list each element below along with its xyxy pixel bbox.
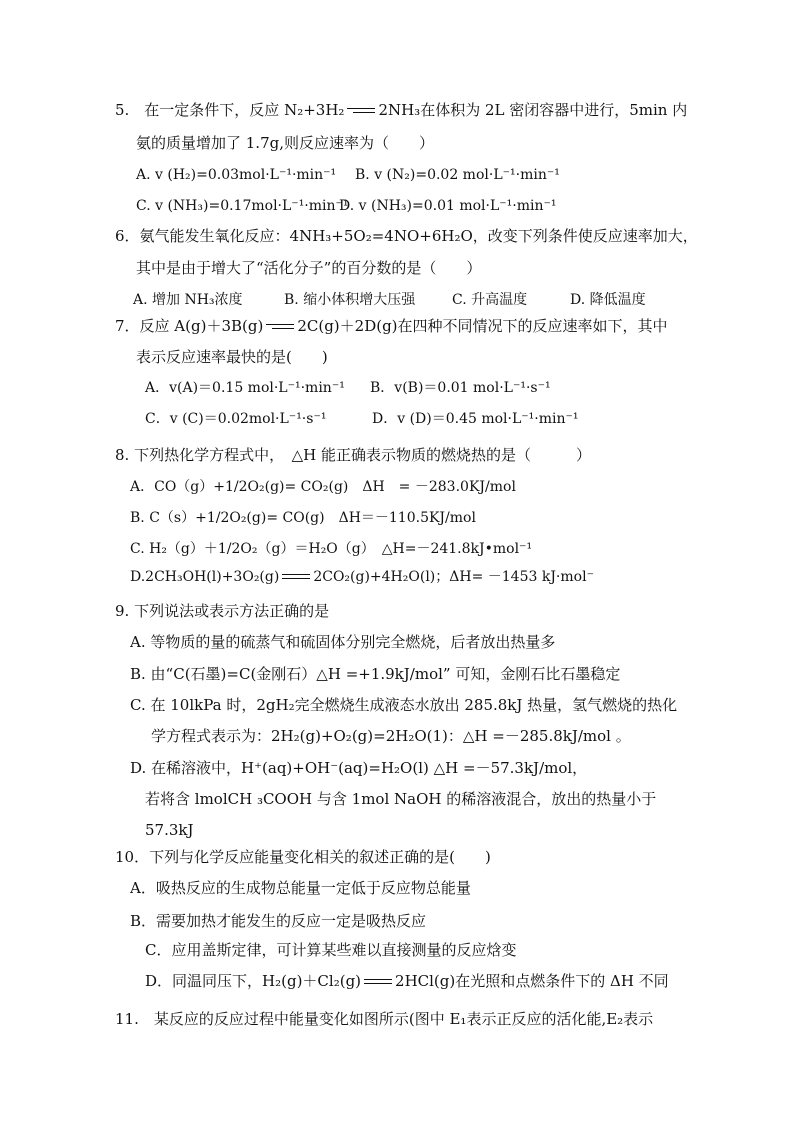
q8-option-b: B. C（s）+1/2O₂(g)= CO(g) ΔH＝－110.5KJ/mol — [130, 510, 476, 526]
q7-option-b: B．v(B)＝0.01 mol·L⁻¹·s⁻¹ — [370, 380, 551, 396]
q5-stem-line1-part2: 2NH₃在体积为 2L 密闭容器中进行，5min 内 — [378, 101, 688, 119]
q6-option-d: D. 降低温度 — [570, 292, 646, 308]
q5-option-b: B. v (N₂)=0.02 mol·L⁻¹·min⁻¹ — [355, 167, 560, 183]
q7-option-a: A．v(A)＝0.15 mol·L⁻¹·min⁻¹ — [145, 380, 345, 396]
q10-option-c: C．应用盖斯定律，可计算某些难以直接测量的反应焓变 — [145, 941, 517, 959]
q10-option-d-part1: D．同温同压下，H₂(g)＋Cl₂(g) — [145, 972, 362, 990]
q10-option-b: B．需要加热才能发生的反应一定是吸热反应 — [130, 912, 427, 930]
q5-option-a: A. v (H₂)=0.03mol·L⁻¹·min⁻¹ — [136, 167, 337, 183]
q9-option-d-line3: 57.3kJ — [145, 821, 194, 839]
q8-option-c: C. H₂（g）＋1/2O₂（g）＝H₂O（g） △H=－241.8kJ•mol⁻¹ — [130, 541, 533, 557]
q6-option-c: C. 升高温度 — [452, 292, 528, 308]
q8-stem: 8. 下列热化学方程式中， △H 能正确表示物质的燃烧热的是（ ） — [115, 446, 591, 464]
q5-stem-line1-part1: 5. 在一定条件下，反应 N₂+3H₂ — [115, 101, 345, 119]
q5-option-c: C. v (NH₃)=0.17mol·L⁻¹·min⁻¹ — [136, 198, 349, 214]
q11-stem: 11. 某反应的反应过程中能量变化如图所示(图中 E₁表示正反应的活化能,E₂表示 — [115, 1010, 654, 1028]
reversible-arrow-icon — [347, 106, 375, 116]
q6-stem-line1: 6．氨气能发生氧化反应：4NH₃+5O₂=4NO+6H₂O，改变下列条件使反应速率加大， — [115, 227, 698, 245]
q9-option-d-line2: 若将含 lmolCH ₃COOH 与含 1mol NaOH 的稀溶液混合，放出的热量小于 — [145, 790, 657, 808]
q8-option-d-part2: 2CO₂(g)+4H₂O(l)；ΔH= －1453 kJ·mol⁻ — [313, 569, 594, 585]
q10-stem: 10．下列与化学反应能量变化相关的叙述正确的是( ) — [115, 848, 491, 866]
q7-stem-line2: 表示反应速率最快的是( ) — [136, 348, 328, 366]
q9-option-b: B. 由“C(石墨)=C(金刚石）△H =+1.9kJ/mol” 可知，金刚石比石墨稳定 — [130, 665, 621, 683]
q6-option-b: B. 缩小体积增大压强 — [284, 292, 416, 308]
q7-option-d: D．v (D)＝0.45 mol·L⁻¹·min⁻¹ — [372, 411, 579, 427]
q9-stem: 9. 下列说法或表示方法正确的是 — [115, 602, 330, 620]
q9-option-c-line2: 学方程式表示为：2H₂(g)+O₂(g)=2H₂O(1)：△H =－285.8kJ/mol 。 — [151, 727, 631, 745]
q8-option-a: A．CO（g）+1/2O₂(g)= CO₂(g) ΔH = －283.0KJ/mol — [130, 479, 516, 495]
q9-option-a: A. 等物质的量的硫蒸气和硫固体分别完全燃烧，后者放出热量多 — [130, 633, 556, 651]
q10-option-d — [145, 971, 669, 991]
q5-stem-line1 — [115, 100, 687, 120]
q10-option-d-part2: 2HCl(g)在光照和点燃条件下的 ΔH 不同 — [395, 972, 669, 990]
q6-stem-line2: 其中是由于增大了“活化分子”的百分数的是（ ） — [136, 259, 482, 277]
q7-stem-line1 — [115, 316, 668, 336]
q5-stem-line2: 氨的质量增加了 1.7g,则反应速率为（ ） — [136, 134, 434, 152]
q9-option-c-line1: C. 在 10lkPa 时，2gH₂完全燃烧生成液态水放出 285.8kJ 热量，氢气燃烧的热化 — [130, 696, 678, 714]
reversible-arrow-icon — [266, 322, 294, 332]
q5-option-d: D. v (NH₃)=0.01 mol·L⁻¹·min⁻¹ — [339, 198, 557, 214]
q9-option-d-line1: D. 在稀溶液中，H⁺(aq)+OH⁻(aq)=H₂O(l) △H =－57.3kJ/mol， — [130, 759, 588, 777]
q7-option-c: C．v (C)＝0.02mol·L⁻¹·s⁻¹ — [145, 411, 327, 427]
q10-option-a: A．吸热反应的生成物总能量一定低于反应物总能量 — [130, 879, 471, 897]
equals-arrow-icon — [282, 572, 310, 582]
equals-arrow-icon — [364, 977, 392, 987]
q6-option-a: A. 增加 NH₃浓度 — [133, 292, 243, 308]
q8-option-d — [130, 567, 594, 587]
q8-option-d-part1: D.2CH₃OH(l)+3O₂(g) — [130, 569, 280, 585]
q7-stem-line1-part2: 2C(g)＋2D(g)在四种不同情况下的反应速率如下，其中 — [297, 317, 668, 335]
q7-stem-line1-part1: 7．反应 A(g)＋3B(g) — [115, 317, 264, 335]
